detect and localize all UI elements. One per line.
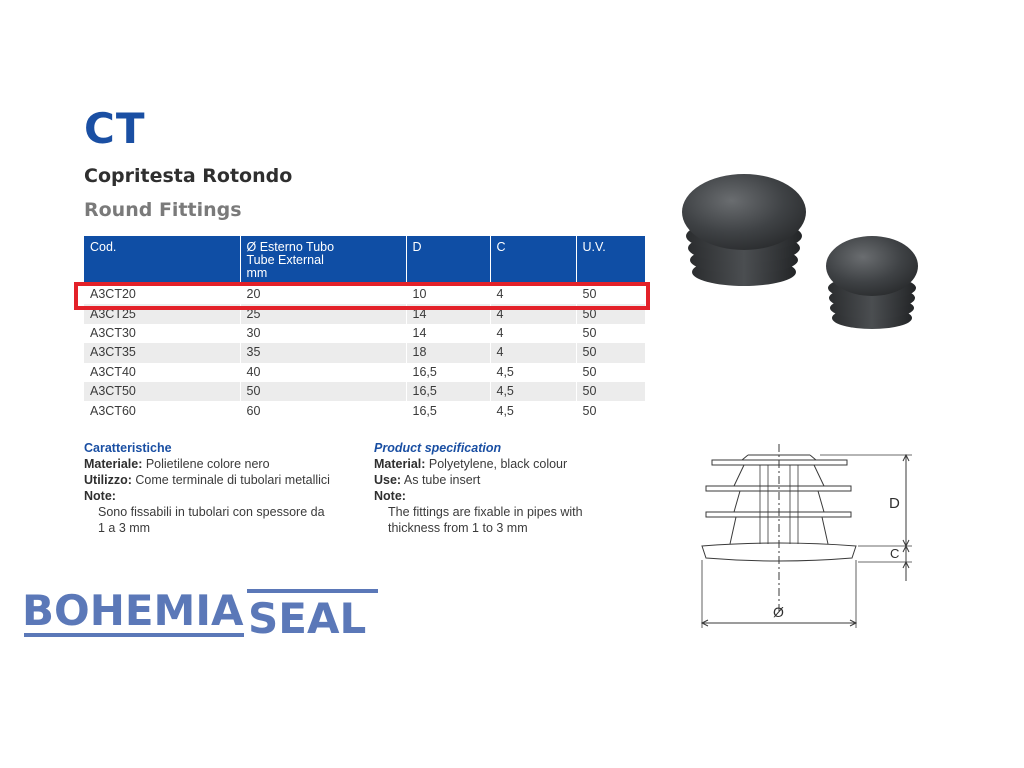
header-code: Cod. (84, 236, 240, 285)
info-italian-note-line2: 1 a 3 mm (98, 521, 151, 535)
bohemia-seal-logo (22, 585, 382, 641)
cell-c: 4 (490, 285, 576, 304)
header-d: D (406, 236, 490, 285)
cell-d: 16,5 (406, 382, 490, 401)
cell-d: 10 (406, 285, 490, 304)
large-cap-image (682, 174, 806, 286)
label-diameter: Ø (773, 604, 784, 620)
cell-c: 4 (490, 324, 576, 343)
cell-code: A3CT35 (84, 343, 240, 362)
cell-code: A3CT30 (84, 324, 240, 343)
header-uv: U.V. (576, 236, 645, 285)
product-code-title: CT (84, 104, 146, 153)
table-row (84, 343, 645, 362)
table-row (84, 324, 645, 343)
table-row (84, 363, 645, 382)
cell-code: A3CT60 (84, 401, 240, 420)
cell-c: 4,5 (490, 363, 576, 382)
cell-diameter: 60 (240, 401, 406, 420)
technical-drawing (690, 436, 930, 636)
table-row (84, 401, 645, 420)
cell-uv: 50 (576, 343, 645, 362)
cell-c: 4,5 (490, 401, 576, 420)
label-d: D (889, 495, 900, 512)
cell-diameter: 25 (240, 304, 406, 323)
label-c: C (890, 546, 900, 561)
header-external-diameter: Ø Esterno Tubo Tube External mm (240, 236, 406, 285)
cell-c: 4,5 (490, 382, 576, 401)
info-english (374, 440, 614, 536)
cell-d: 18 (406, 343, 490, 362)
cell-code: A3CT25 (84, 304, 240, 323)
cell-uv: 50 (576, 304, 645, 323)
info-english-use: Use: As tube insert (374, 473, 481, 487)
small-cap-image (826, 236, 918, 329)
logo-word-bohemia: BOHEMIA (22, 586, 244, 635)
table-row (84, 285, 645, 304)
info-italian-note-label: Note: (84, 489, 116, 503)
info-english-heading: Product specification (374, 441, 502, 455)
table-row (84, 382, 645, 401)
cell-uv: 50 (576, 382, 645, 401)
info-english-material: Material: Polyetylene, black colour (374, 457, 568, 471)
cell-code: A3CT20 (84, 285, 240, 304)
cell-d: 14 (406, 324, 490, 343)
info-english-note-line2: thickness from 1 to 3 mm (388, 521, 528, 535)
cell-diameter: 50 (240, 382, 406, 401)
cell-d: 16,5 (406, 401, 490, 420)
table-row (84, 304, 645, 323)
info-english-note-line1: The fittings are fixable in pipes with (388, 505, 583, 519)
cell-uv: 50 (576, 285, 645, 304)
product-title-english: Round Fittings (84, 199, 242, 221)
cell-uv: 50 (576, 401, 645, 420)
cell-diameter: 35 (240, 343, 406, 362)
spec-table-header-row (84, 236, 645, 285)
cell-code: A3CT40 (84, 363, 240, 382)
info-italian (84, 440, 369, 536)
cell-diameter: 40 (240, 363, 406, 382)
cell-c: 4 (490, 343, 576, 362)
cell-diameter: 30 (240, 324, 406, 343)
cell-code: A3CT50 (84, 382, 240, 401)
cell-d: 16,5 (406, 363, 490, 382)
spec-table (84, 236, 645, 421)
logo-word-seal: SEAL (248, 594, 367, 641)
info-italian-note-line1: Sono fissabili in tubolari con spessore da (98, 505, 325, 519)
cell-diameter: 20 (240, 285, 406, 304)
info-italian-use: Utilizzo: Come terminale di tubolari metallici (84, 473, 330, 487)
info-italian-heading: Caratteristiche (84, 441, 172, 455)
cell-c: 4 (490, 304, 576, 323)
cell-uv: 50 (576, 363, 645, 382)
product-title-italian: Copritesta Rotondo (84, 165, 293, 187)
info-english-note-label: Note: (374, 489, 406, 503)
product-photo (676, 168, 926, 348)
header-c: C (490, 236, 576, 285)
cell-uv: 50 (576, 324, 645, 343)
cell-d: 14 (406, 304, 490, 323)
info-italian-material: Materiale: Polietilene colore nero (84, 457, 270, 471)
